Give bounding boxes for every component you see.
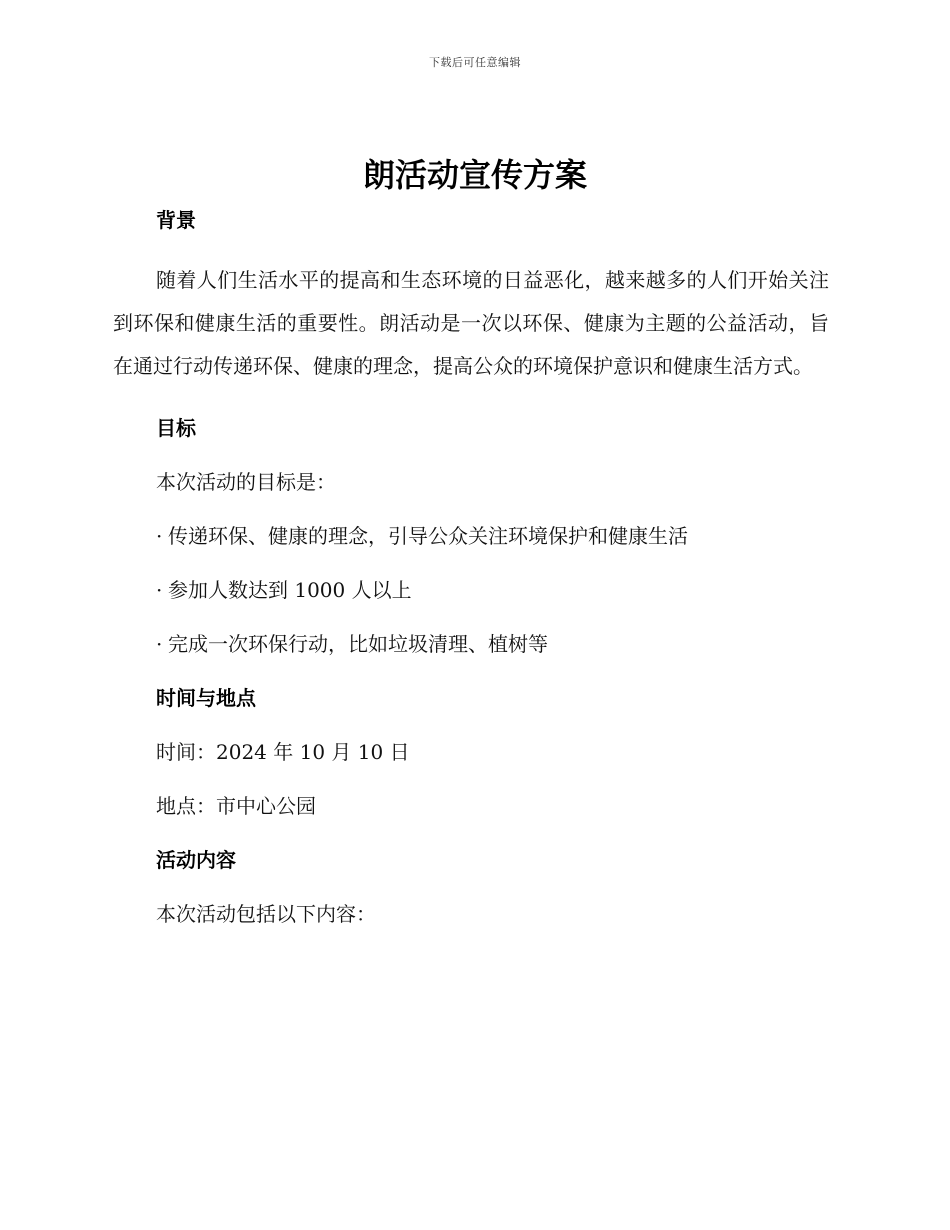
bullet-dot-icon: · — [156, 632, 163, 656]
section-heading-content: 活动内容 — [156, 848, 236, 872]
document-title: 朗活动宣传方案 — [362, 156, 587, 194]
goals-intro: 本次活动的目标是： — [156, 470, 336, 494]
goal-item-1 — [113, 521, 829, 551]
bullet-dot-icon: · — [156, 578, 163, 602]
goal-item-text: 传递环保、健康的理念，引导公众关注环境保护和健康生活 — [168, 524, 688, 548]
goal-item-2 — [113, 575, 829, 605]
background-paragraph: 随着人们生活水平的提高和生态环境的日益恶化，越来越多的人们开始关注到环保和健康生活的重要性。朗活动是一次以环保、健康为主题的公益活动，旨在通过行动传递环保、健康的理念，提高公众的环境保护意识和健康生活方式。 — [113, 268, 829, 378]
section-heading-goals: 目标 — [156, 416, 196, 440]
goal-item-text: 完成一次环保行动，比如垃圾清理、植树等 — [168, 632, 548, 656]
document-body — [113, 205, 829, 929]
bullet-dot-icon: · — [156, 524, 163, 548]
goal-item-text: 参加人数达到 1000 人以上 — [168, 578, 412, 602]
event-time: 时间：2024 年 10 月 10 日 — [156, 740, 410, 764]
content-intro: 本次活动包括以下内容： — [156, 902, 376, 926]
header-note: 下载后可任意编辑 — [429, 56, 521, 69]
section-heading-background: 背景 — [156, 208, 196, 232]
event-place: 地点：市中心公园 — [156, 794, 316, 818]
goal-item-3 — [113, 629, 829, 659]
section-heading-time-place: 时间与地点 — [156, 686, 256, 710]
